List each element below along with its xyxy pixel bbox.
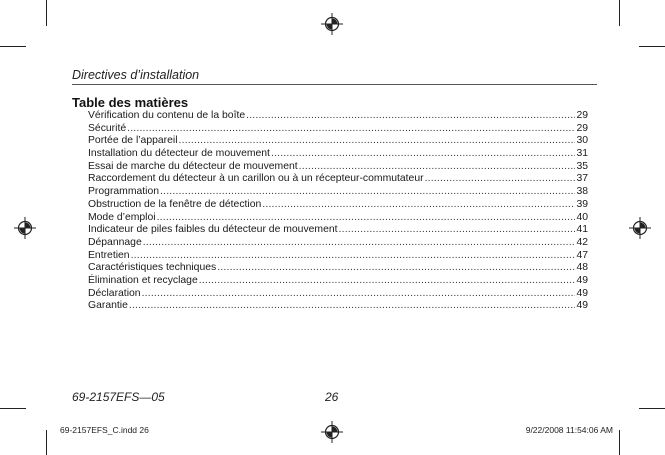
toc-entry-page: 29 — [576, 122, 588, 134]
toc-entry-title: Programmation — [88, 186, 160, 198]
registration-mark-left — [14, 217, 36, 239]
page-number: 26 — [325, 390, 339, 404]
running-header-title: Directives d’installation — [72, 68, 200, 82]
toc-entry-title: Installation du détecteur de mouvement — [88, 148, 270, 160]
toc-entry-page: 40 — [576, 211, 588, 223]
toc-entry — [88, 186, 588, 199]
toc-heading: Table des matières — [72, 95, 189, 110]
toc-list — [88, 110, 588, 313]
crop-mark-top-right-v — [619, 0, 620, 26]
toc-entry-page: 39 — [576, 198, 588, 210]
toc-entry-title: Portée de l’appareil — [88, 135, 178, 147]
toc-entry — [88, 275, 588, 288]
toc-leader-dots — [131, 250, 576, 263]
toc-entry-page: 30 — [576, 135, 588, 147]
toc-entry-page: 49 — [576, 274, 588, 286]
crop-mark-bottom-left-h — [0, 408, 26, 409]
header-rule — [72, 84, 597, 85]
toc-leader-dots — [199, 275, 576, 288]
toc-entry — [88, 250, 588, 263]
crop-mark-top-right-h — [639, 46, 665, 47]
toc-leader-dots — [157, 212, 576, 225]
toc-leader-dots — [339, 224, 576, 237]
document-number: 69-2157EFS—05 — [72, 390, 165, 404]
toc-entry-title: Raccordement du détecteur à un carillon ou à un récepteur-commutateur — [88, 173, 424, 185]
toc-entry-title: Essai de marche du détecteur de mouvement — [88, 160, 298, 172]
toc-entry-title: Mode d’emploi — [88, 211, 156, 223]
toc-leader-dots — [425, 173, 576, 186]
toc-entry-title: Dépannage — [88, 236, 142, 248]
crop-mark-bottom-right-v — [619, 430, 620, 455]
toc-leader-dots — [143, 237, 576, 250]
toc-entry — [88, 110, 588, 123]
toc-leader-dots — [142, 288, 576, 301]
toc-entry — [88, 237, 588, 250]
toc-entry-title: Indicateur de piles faibles du détecteur de mouvement — [88, 224, 338, 236]
toc-entry — [88, 199, 588, 212]
toc-leader-dots — [217, 262, 575, 275]
toc-entry-title: Entretien — [88, 249, 130, 261]
toc-entry — [88, 135, 588, 148]
toc-leader-dots — [246, 110, 575, 123]
toc-entry-page: 31 — [576, 148, 588, 160]
toc-entry-page: 49 — [576, 300, 588, 312]
toc-entry-title: Déclaration — [88, 287, 141, 299]
crop-mark-top-left-h — [0, 46, 26, 47]
registration-mark-right — [629, 217, 651, 239]
slug-date-info: 9/22/2008 11:54:06 AM — [525, 425, 613, 435]
toc-entry-page: 38 — [576, 186, 588, 198]
toc-entry — [88, 161, 588, 174]
toc-entry-page: 29 — [576, 110, 588, 121]
toc-leader-dots — [129, 300, 576, 313]
toc-entry-page: 42 — [576, 236, 588, 248]
toc-leader-dots — [262, 199, 575, 212]
registration-mark-top — [321, 13, 343, 35]
registration-mark-bottom — [321, 421, 343, 443]
toc-entry — [88, 123, 588, 136]
crop-mark-bottom-left-v — [46, 430, 47, 455]
toc-leader-dots — [179, 135, 576, 148]
crop-mark-bottom-right-h — [639, 408, 665, 409]
toc-entry-title: Caractéristiques techniques — [88, 262, 217, 274]
toc-entry — [88, 148, 588, 161]
toc-entry-page: 35 — [576, 160, 588, 172]
toc-entry-title: Garantie — [88, 300, 128, 312]
toc-entry-page: 48 — [576, 262, 588, 274]
toc-entry — [88, 262, 588, 275]
toc-entry — [88, 288, 588, 301]
toc-entry-title: Vérification du contenu de la boîte — [88, 110, 246, 121]
toc-entry-title: Obstruction de la fenêtre de détection — [88, 198, 262, 210]
slug-file-info: 69-2157EFS_C.indd 26 — [60, 425, 149, 435]
toc-entry — [88, 212, 588, 225]
crop-mark-top-left-v — [46, 0, 47, 26]
toc-entry-page: 41 — [576, 224, 588, 236]
toc-entry — [88, 173, 588, 186]
toc-leader-dots — [271, 148, 575, 161]
toc-leader-dots — [127, 123, 575, 136]
toc-entry-page: 47 — [576, 249, 588, 261]
toc-entry-page: 37 — [576, 173, 588, 185]
toc-leader-dots — [160, 186, 575, 199]
toc-entry — [88, 224, 588, 237]
toc-entry — [88, 300, 588, 313]
toc-entry-title: Élimination et recyclage — [88, 274, 198, 286]
toc-entry-title: Sécurité — [88, 122, 127, 134]
toc-entry-page: 49 — [576, 287, 588, 299]
toc-leader-dots — [299, 161, 576, 174]
